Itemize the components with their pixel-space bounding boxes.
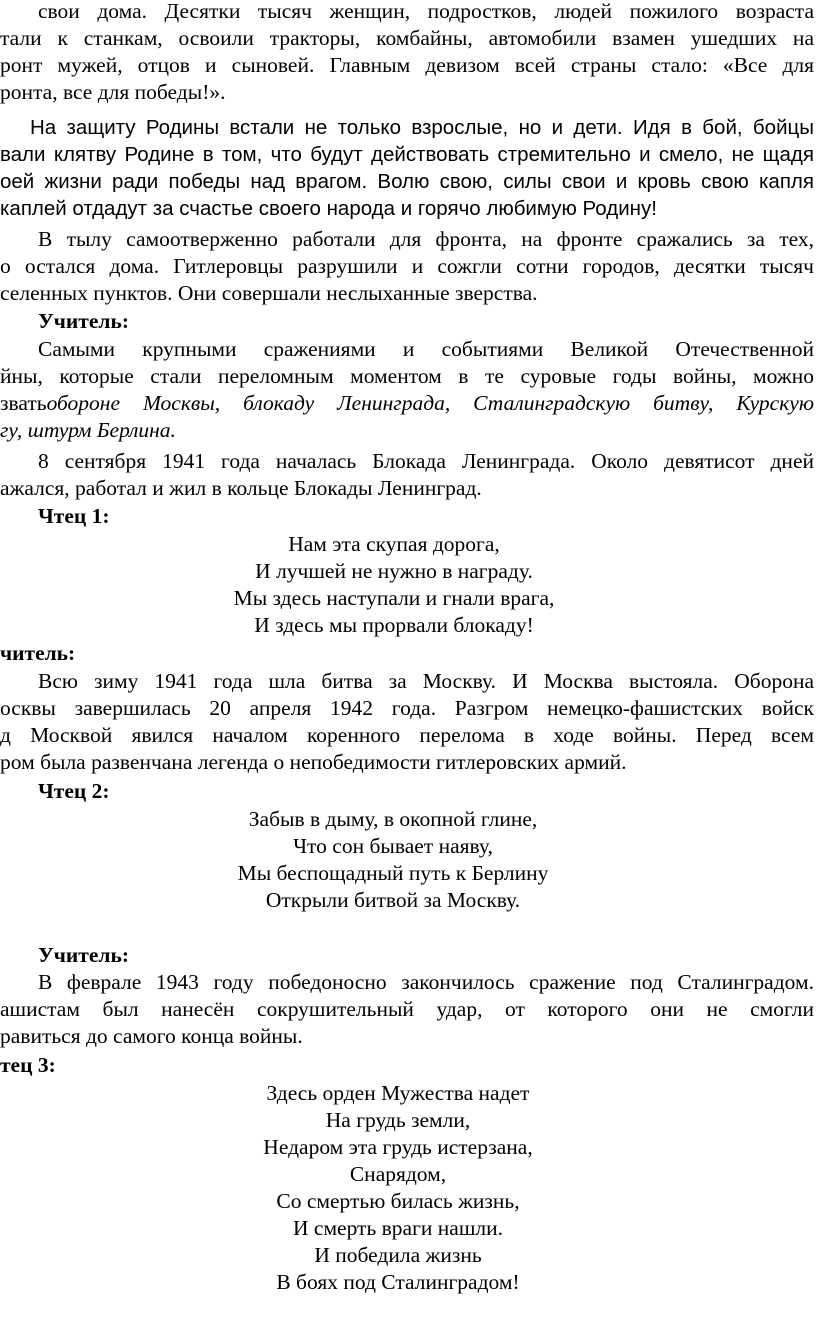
paragraph-1-line-3: ронт мужей, отцов и сыновей. Главным девизом всей страны стало: «Все для <box>0 53 814 77</box>
paragraph-3-line-2: о остался дома. Гитлеровцы разрушили и сожгли сотни городов, десятки тысяч <box>0 254 814 278</box>
paragraph-6-line-1: Всю зиму 1941 года шла битва за Москву. И Москва выстояла. Оборона <box>38 669 814 693</box>
paragraph-3-line-3: селенных пунктов. Они совершали неслыханные зверства. <box>0 281 538 305</box>
paragraph-7-line-2: ашистам был нанесён сокрушительный удар, от которого они не смогли <box>0 997 814 1021</box>
paragraph-2-line-4: каплей отдадут за счастье своего народа и горячо любимую Родину! <box>0 197 657 220</box>
paragraph-7-line-3: равиться до самого конца войны. <box>0 1024 303 1048</box>
paragraph-4-line-2: йны, которые стали переломным моментом в те суровые годы войны, можно <box>0 364 814 388</box>
poem-3-line-6: И смерть враги нашли. <box>293 1216 503 1240</box>
paragraph-4-line-3-start: звать <box>0 391 47 415</box>
paragraph-4-line-4: гу, штурм Берлина. <box>0 418 176 442</box>
poem-1-line-4: И здесь мы прорвали блокаду! <box>254 613 534 637</box>
paragraph-2-line-3: оей жизни ради победы над врагом. Волю свою, силы свои и кровь свою капля <box>0 170 814 193</box>
poem-3-line-7: И победила жизнь <box>314 1243 482 1267</box>
paragraph-4-line-1: Самыми крупными сражениями и событиями Великой Отечественной <box>38 337 814 361</box>
paragraph-6-line-2: осквы завершилась 20 апреля 1942 года. Разгром немецко-фашистских войск <box>0 696 814 720</box>
poem-3-line-4: Снарядом, <box>349 1162 447 1186</box>
battles-list-italic: обороне Москвы, блокаду Ленинграда, Сталинградскую битву, Курскую <box>46 391 814 415</box>
paragraph-2-line-2: вали клятву Родине в том, что будут действовать стремительно и смело, не щадя <box>0 143 814 166</box>
paragraph-1-line-1: свои дома. Десятки тысяч женщин, подростков, людей пожилого возраста <box>38 0 814 23</box>
poem-3-line-1: Здесь орден Мужества надет <box>266 1081 530 1105</box>
paragraph-3-line-1: В тылу самоотверженно работали для фронта, на фронте сражались за тех, <box>38 227 814 251</box>
poem-1-line-2: И лучшей не нужно в награду. <box>255 559 533 583</box>
reader-heading-1: Чтец 1: <box>38 504 110 528</box>
reader-heading-3: тец 3: <box>0 1053 56 1077</box>
poem-1-line-3: Мы здесь наступали и гнали врага, <box>233 586 555 610</box>
paragraph-4-line-3 <box>0 390 814 417</box>
poem-3-line-5: Со смертью билась жизнь, <box>276 1189 520 1213</box>
poem-3-line-2: На грудь земли, <box>325 1108 471 1132</box>
paragraph-6-line-4: ром была развенчана легенда о непобедимости гитлеровских армий. <box>0 750 627 774</box>
paragraph-5-line-1: 8 сентября 1941 года началась Блокада Ленинграда. Около девятисот дней <box>38 449 814 473</box>
reader-heading-2: Чтец 2: <box>38 779 110 803</box>
teacher-heading-3: Учитель: <box>38 943 129 967</box>
poem-2-line-3: Мы беспощадный путь к Берлину <box>237 861 549 885</box>
paragraph-1-line-4: ронта, все для победы!». <box>0 80 226 104</box>
poem-2-line-2: Что сон бывает наяву, <box>293 834 493 858</box>
paragraph-6-line-3: д Москвой явился началом коренного перелома в ходе войны. Перед всем <box>0 723 814 747</box>
poem-1-line-1: Нам эта скупая дорога, <box>288 532 500 556</box>
paragraph-2-line-1: На защиту Родины встали не только взрослые, но и дети. Идя в бой, бойцы <box>30 116 814 139</box>
poem-3-line-3: Недаром эта грудь истерзана, <box>263 1135 533 1159</box>
paragraph-7-line-1: В феврале 1943 году победоносно закончилось сражение под Сталинградом. <box>38 970 814 994</box>
paragraph-5-line-2: ажался, работал и жил в кольце Блокады Ленинград. <box>0 476 482 500</box>
paragraph-1-line-2: тали к станкам, освоили тракторы, комбайны, автомобили взамен ушедших на <box>0 26 814 50</box>
poem-2-line-4: Открыли битвой за Москву. <box>265 888 521 912</box>
poem-3-line-8: В боях под Сталинградом! <box>276 1270 520 1294</box>
poem-2-line-1: Забыв в дыму, в окопной глине, <box>248 807 538 831</box>
teacher-heading-2: читель: <box>0 641 76 665</box>
teacher-heading-1: Учитель: <box>38 309 129 333</box>
